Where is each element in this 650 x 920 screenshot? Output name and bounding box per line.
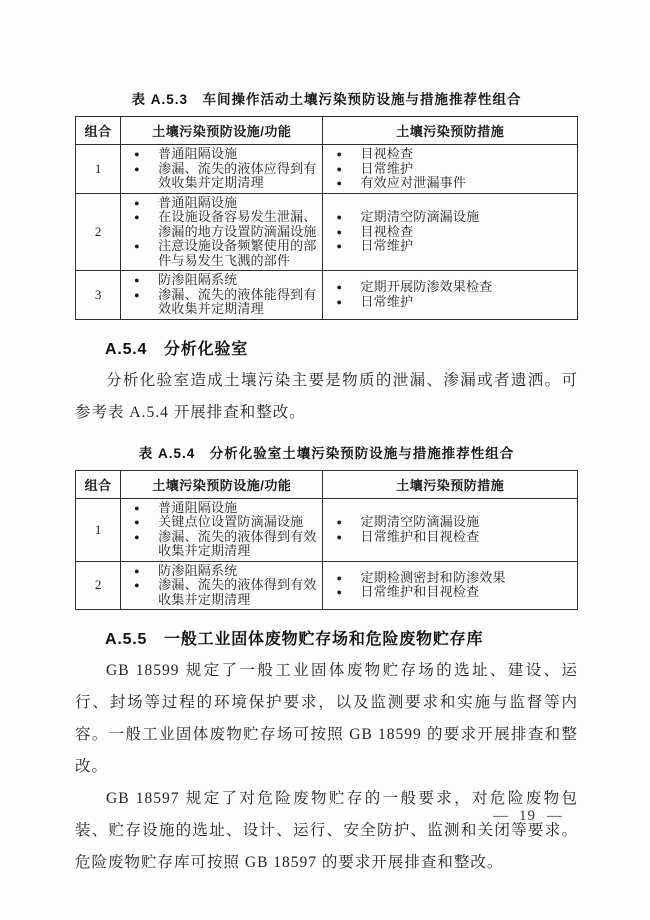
measures-cell bbox=[323, 145, 578, 194]
table-a54-header-row bbox=[76, 470, 578, 498]
bullet-item: ● 防渗阻隔系统 bbox=[125, 273, 318, 288]
section-heading-a55: A.5.5 一般工业固体废物贮存场和危险废物贮存库 bbox=[105, 631, 484, 648]
table-row bbox=[76, 145, 578, 194]
table-a53-caption: 表 A.5.3 车间操作活动土壤污染预防设施与措施推荐性组合 bbox=[131, 92, 522, 107]
page-content bbox=[75, 88, 578, 879]
bullet-item: ● 在设施设备容易发生泄漏、渗漏的地方设置防滴漏设施 bbox=[125, 210, 318, 239]
bullet-item: ● 注意设施设备频繁使用的部件与易发生飞溅的部件 bbox=[125, 239, 318, 268]
table-a53-header-row bbox=[76, 117, 578, 145]
page-number bbox=[493, 808, 562, 825]
bullet-item: ● 普通阻隔设施 bbox=[125, 196, 318, 211]
bullet-item: ● 有效应对泄漏事件 bbox=[327, 176, 573, 191]
measures-list bbox=[327, 210, 573, 254]
section-heading-a54: A.5.4 分析化验室 bbox=[105, 340, 249, 358]
header-facilities: 土壤污染预防设施/功能 bbox=[121, 117, 323, 145]
paragraph-a54: 分析化验室造成土壤污染主要是物质的泄漏、渗漏或者遗洒。可参考表 A.5.4 开展排查和整改。 bbox=[75, 371, 578, 421]
table-a53 bbox=[75, 116, 578, 320]
bullet-item: ● 防渗阻隔系统 bbox=[125, 564, 318, 579]
bullet-item: ● 定期开展防渗效果检查 bbox=[327, 280, 573, 295]
bullet-item: ● 日常维护 bbox=[327, 295, 573, 310]
footer-page-number: 19 bbox=[519, 808, 536, 824]
bullet-item: ● 渗漏、流失的液体得到有效收集并定期清理 bbox=[125, 530, 318, 559]
paragraph-a55-2: GB 18597 规定了对危险废物贮存的一般要求，对危险废物包装、贮存设施的选址、设计、运行、安全防护、监测和关闭等要求。危险废物贮存库可按照 GB 18597 的要求开展排查和整改。 bbox=[75, 790, 578, 871]
paragraph-a55-1: GB 18599 规定了一般工业固体废物贮存场的选址、建设、运行、封场等过程的环境保护要求，以及监测要求和实施与监督等内容。一般工业固体废物贮存场可按照 GB 18599 的要求开展排查和整改。 bbox=[75, 662, 578, 775]
bullet-item: ● 目视检查 bbox=[327, 225, 573, 240]
table-row bbox=[76, 271, 578, 320]
bullet-item: ● 渗漏、流失的液体应得到有效收集并定期清理 bbox=[125, 162, 318, 191]
table-a54-caption: 表 A.5.4 分析化验室土壤污染预防设施与措施推荐性组合 bbox=[138, 445, 515, 461]
header-measures: 土壤污染预防措施 bbox=[323, 470, 578, 498]
facilities-cell bbox=[121, 498, 323, 561]
table-a54 bbox=[75, 470, 578, 611]
measures-list bbox=[327, 147, 573, 191]
bullet-item: ● 普通阻隔设施 bbox=[125, 501, 318, 516]
measures-cell bbox=[323, 498, 578, 561]
facilities-cell bbox=[121, 193, 323, 271]
facilities-cell bbox=[121, 561, 323, 610]
combo-number: 1 bbox=[76, 498, 121, 561]
combo-number: 3 bbox=[76, 271, 121, 320]
footer-dash-right: — bbox=[547, 808, 562, 824]
facilities-list bbox=[125, 564, 318, 608]
bullet-item: ● 日常维护和目视检查 bbox=[327, 585, 573, 600]
footer-dash-left: — bbox=[493, 808, 508, 824]
facilities-cell bbox=[121, 145, 323, 194]
header-facilities: 土壤污染预防设施/功能 bbox=[121, 470, 323, 498]
bullet-item: ● 定期检测密封和防渗效果 bbox=[327, 571, 573, 586]
header-measures: 土壤污染预防措施 bbox=[323, 117, 578, 145]
bullet-item: ● 渗漏、流失的液体得到有效收集并定期清理 bbox=[125, 578, 318, 607]
measures-cell bbox=[323, 561, 578, 610]
table-row bbox=[76, 561, 578, 610]
combo-number: 2 bbox=[76, 193, 121, 271]
bullet-item: ● 日常维护和目视检查 bbox=[327, 530, 573, 545]
measures-list bbox=[327, 515, 573, 544]
measures-list bbox=[327, 571, 573, 600]
facilities-list bbox=[125, 196, 318, 269]
bullet-item: ● 定期清空防滴漏设施 bbox=[327, 515, 573, 530]
bullet-item: ● 定期清空防滴漏设施 bbox=[327, 210, 573, 225]
facilities-list bbox=[125, 501, 318, 559]
facilities-list bbox=[125, 273, 318, 317]
bullet-item: ● 目视检查 bbox=[327, 147, 573, 162]
combo-number: 2 bbox=[76, 561, 121, 610]
facilities-list bbox=[125, 147, 318, 191]
header-combo: 组合 bbox=[76, 117, 121, 145]
bullet-item: ● 日常维护 bbox=[327, 162, 573, 177]
bullet-item: ● 日常维护 bbox=[327, 239, 573, 254]
measures-list bbox=[327, 280, 573, 309]
table-row bbox=[76, 498, 578, 561]
bullet-item: ● 渗漏、流失的液体能得到有效收集并定期清理 bbox=[125, 288, 318, 317]
bullet-item: ● 普通阻隔设施 bbox=[125, 147, 318, 162]
header-combo: 组合 bbox=[76, 470, 121, 498]
measures-cell bbox=[323, 271, 578, 320]
measures-cell bbox=[323, 193, 578, 271]
bullet-item: ● 关键点位设置防滴漏设施 bbox=[125, 515, 318, 530]
combo-number: 1 bbox=[76, 145, 121, 194]
facilities-cell bbox=[121, 271, 323, 320]
table-row bbox=[76, 193, 578, 271]
